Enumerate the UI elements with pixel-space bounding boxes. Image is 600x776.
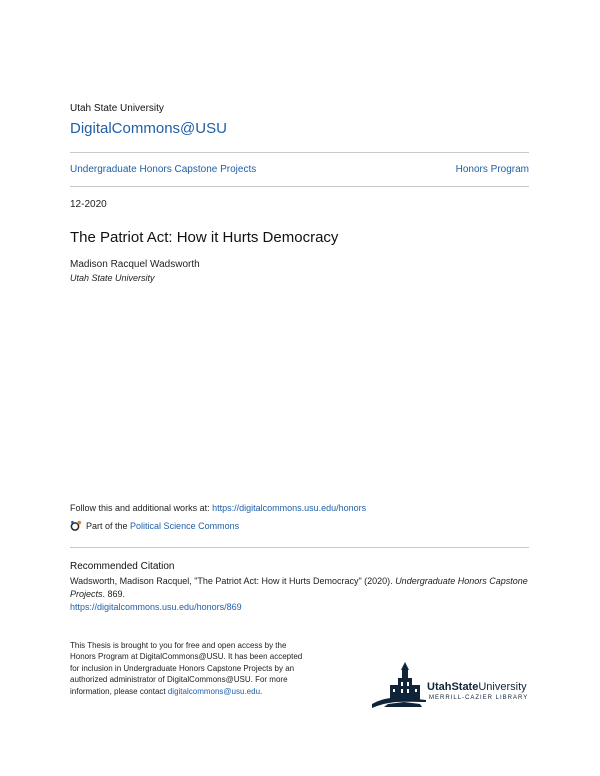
access-notice	[70, 640, 310, 697]
follow-url-link[interactable]: https://digitalcommons.usu.edu/honors	[212, 503, 367, 513]
logo-name-bold: UtahState	[427, 681, 479, 693]
program-link[interactable]: Honors Program	[455, 164, 529, 175]
divider	[70, 186, 529, 187]
notice-text: This Thesis is brought to you for free and open access by the Honors Program at DigitalCommons@USU. It has been accepted for inclusion in Undergraduate Honors Capstone Projects by an authorized administrator of DigitalCommons@USU. For more information, please contact	[70, 641, 303, 696]
logo-library-name: MERRILL-CAZIER LIBRARY	[429, 695, 529, 701]
logo-name-rest: University	[478, 681, 527, 693]
author-affiliation: Utah State University	[70, 273, 155, 283]
discipline-link[interactable]: Political Science Commons	[130, 521, 240, 531]
repository-link[interactable]: DigitalCommons@USU	[70, 120, 227, 137]
divider	[70, 547, 529, 548]
collection-link[interactable]: Undergraduate Honors Capstone Projects	[70, 164, 257, 175]
commons-network-icon	[70, 520, 82, 532]
author-name: Madison Racquel Wadsworth	[70, 259, 200, 270]
divider	[70, 152, 529, 153]
follow-line	[70, 503, 366, 513]
citation-body	[70, 575, 529, 614]
contact-email-link[interactable]: digitalcommons@usu.edu	[167, 686, 261, 696]
citation-text-start: Wadsworth, Madison Racquel, "The Patriot Act: How it Hurts Democracy" (2020).	[70, 576, 396, 586]
citation-series: Undergraduate Honors Capstone Projects	[70, 576, 528, 599]
paper-title: The Patriot Act: How it Hurts Democracy	[70, 229, 339, 246]
part-of-prefix: Part of the	[86, 521, 128, 531]
citation-text-end: . 869.	[102, 589, 126, 599]
institution-name: Utah State University	[70, 103, 164, 114]
logo-university-name	[427, 681, 527, 693]
follow-prefix: Follow this and additional works at:	[70, 503, 213, 513]
notice-end: .	[260, 686, 263, 696]
citation-url-link[interactable]: https://digitalcommons.usu.edu/honors/869	[70, 602, 242, 612]
part-of-line	[70, 520, 239, 532]
publication-date: 12-2020	[70, 199, 107, 210]
citation-heading: Recommended Citation	[70, 561, 175, 572]
